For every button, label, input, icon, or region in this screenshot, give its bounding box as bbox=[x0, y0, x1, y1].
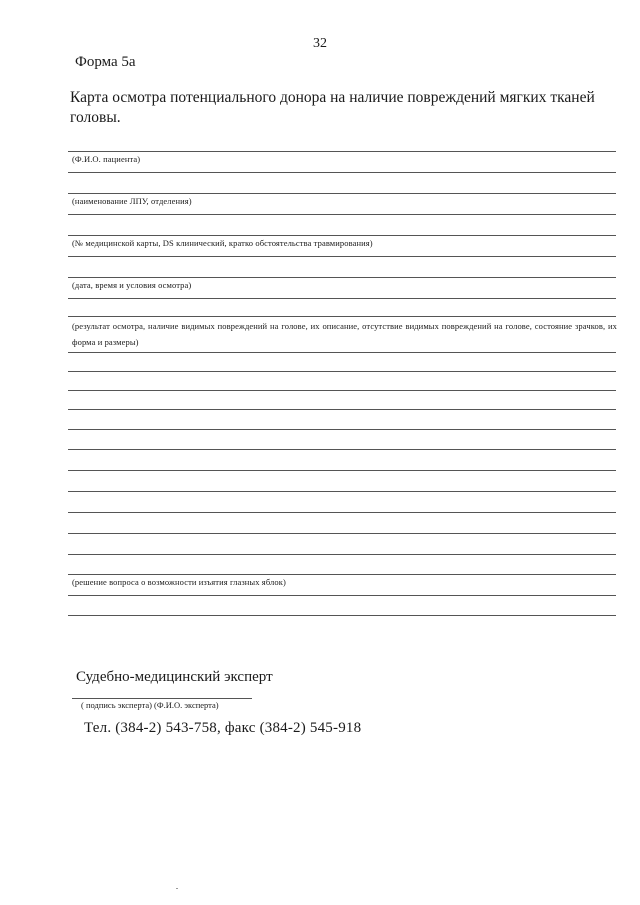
field-line[interactable] bbox=[68, 512, 616, 513]
field-line[interactable] bbox=[68, 615, 616, 616]
form-label: Форма 5а bbox=[75, 54, 136, 70]
caption-exam-result: (результат осмотра, наличие видимых повреждений на голове, их описание, отсутствие видимых повреждений на голове, состояние зрачков, их форма и размеры) bbox=[72, 321, 617, 347]
field-line[interactable] bbox=[68, 470, 616, 471]
signature-caption: ( подпись эксперта) (Ф.И.О. эксперта) bbox=[81, 700, 219, 710]
field-line[interactable] bbox=[68, 595, 616, 596]
field-line[interactable] bbox=[68, 491, 616, 492]
page-number: 32 bbox=[313, 36, 327, 51]
field-line[interactable] bbox=[68, 151, 616, 152]
field-line[interactable] bbox=[68, 533, 616, 534]
field-line[interactable] bbox=[68, 256, 616, 257]
expert-title: Судебно-медицинский эксперт bbox=[76, 669, 273, 685]
signature-line[interactable] bbox=[72, 698, 252, 699]
field-line[interactable] bbox=[68, 172, 616, 173]
field-line[interactable] bbox=[68, 235, 616, 236]
caption-exam-datetime: (дата, время и условия осмотра) bbox=[72, 280, 192, 290]
field-line[interactable] bbox=[68, 277, 616, 278]
field-line[interactable] bbox=[68, 429, 616, 430]
contacts: Тел. (384-2) 543-758, факс (384-2) 545-918 bbox=[84, 720, 362, 736]
scan-speck bbox=[176, 888, 178, 889]
field-line[interactable] bbox=[68, 554, 616, 555]
field-line[interactable] bbox=[68, 298, 616, 299]
field-line[interactable] bbox=[68, 409, 616, 410]
caption-eyeball-decision: (решение вопроса о возможности изъятия глазных яблок) bbox=[72, 577, 286, 587]
field-line[interactable] bbox=[68, 214, 616, 215]
field-line[interactable] bbox=[68, 574, 616, 575]
field-line[interactable] bbox=[68, 352, 616, 353]
document-title: Карта осмотра потенциального донора на наличие повреждений мягких тканей головы. bbox=[70, 89, 595, 126]
field-line[interactable] bbox=[68, 316, 616, 317]
field-line[interactable] bbox=[68, 390, 616, 391]
caption-patient-name: (Ф.И.О. пациента) bbox=[72, 154, 141, 164]
field-line[interactable] bbox=[68, 371, 616, 372]
field-line[interactable] bbox=[68, 449, 616, 450]
caption-card-number: (№ медицинской карты, DS клинический, кратко обстоятельства травмирования) bbox=[72, 238, 373, 248]
caption-institution: (наименование ЛПУ, отделения) bbox=[72, 196, 192, 206]
field-line[interactable] bbox=[68, 193, 616, 194]
